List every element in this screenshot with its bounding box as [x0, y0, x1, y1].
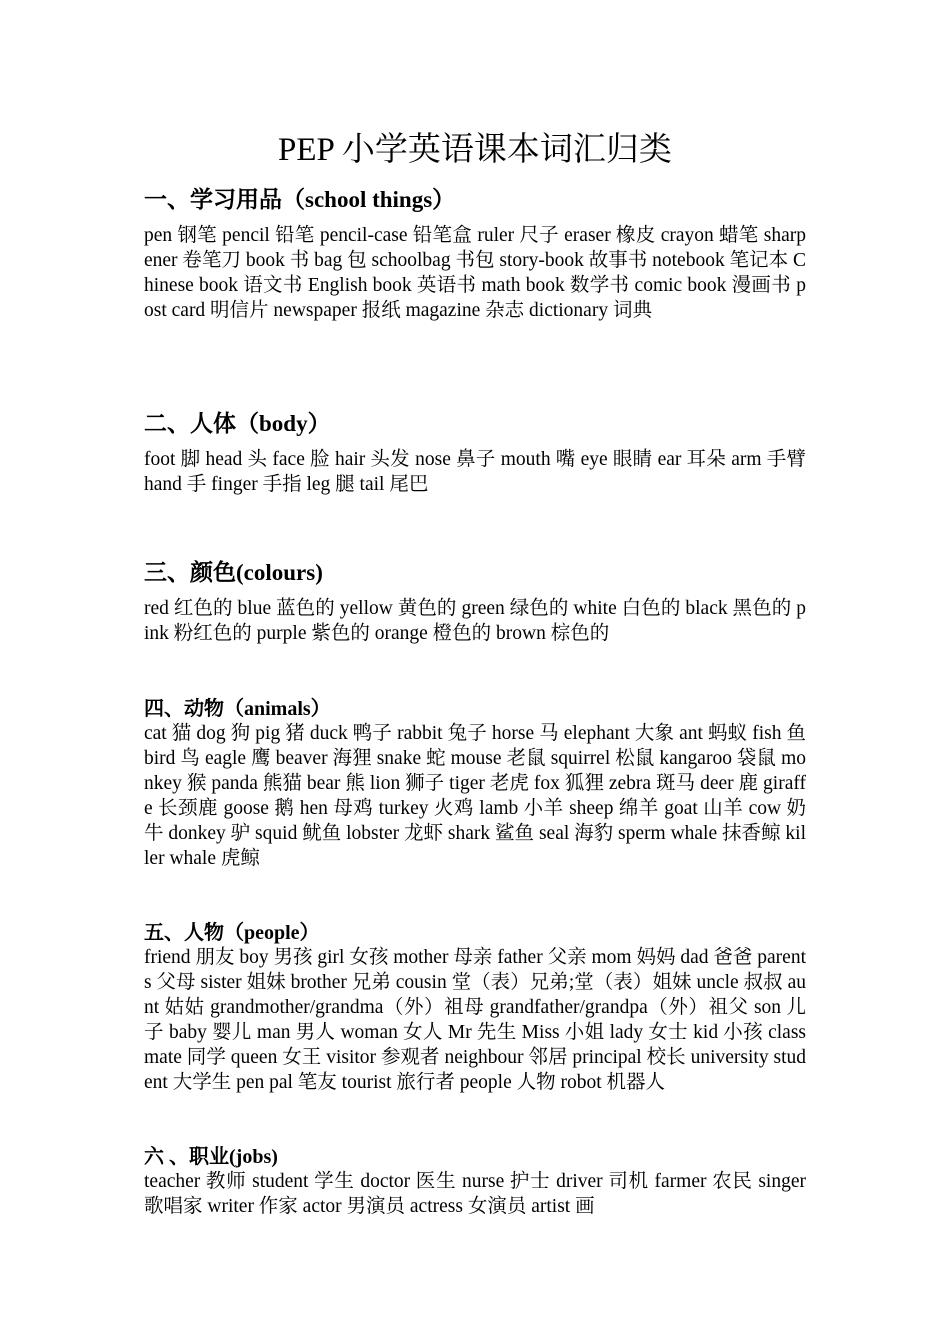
page-title: PEP 小学英语课本词汇归类 — [278, 132, 672, 168]
section-text-jobs: teacher 教师 student 学生 doctor 医生 nurse 护士 driver 司机 farmer 农民 singer 歌唱家 writer 作家 actor 男演员 actress 女演员 artist 画 — [144, 1171, 806, 1217]
section-text-body: foot 脚 head 头 face 脸 hair 头发 nose 鼻子 mouth 嘴 eye 眼睛 ear 耳朵 arm 手臂 hand 手 finger 手指 leg 腿 tail 尾巴 — [144, 449, 806, 495]
section-heading-body: 二、人体（body） — [144, 411, 331, 436]
section-text-colours: red 红色的 blue 蓝色的 yellow 黄色的 green 绿色的 white 白色的 black 黑色的 pink 粉红色的 purple 紫色的 orange 橙色的 brown 棕色的 — [144, 598, 806, 644]
section-heading-jobs: 六 、职业(jobs) — [144, 1146, 278, 1168]
section-text-people: friend 朋友 boy 男孩 girl 女孩 mother 母亲 father 父亲 mom 妈妈 dad 爸爸 parents 父母 sister 姐妹 brother 兄弟 cousin 堂（表）兄弟;堂（表）姐妹 uncle 叔叔 aunt 姑姑 grandmother/grandma（外）祖母 grandfather/grandpa（外）祖父 son 儿子 baby 婴儿 man 男人 woman 女人 Mr 先生 Miss 小姐 lady 女士 kid 小孩 classmate 同学 queen 女王 visitor 参观者 neighbour 邻居 principal 校长 university student 大学生 pen pal 笔友 tourist 旅行者 people 人物 robot 机器人 — [144, 947, 806, 1093]
section-heading-colours: 三、颜色(colours) — [144, 560, 323, 585]
section-heading-school-things: 一、学习用品（school things） — [144, 187, 456, 212]
section-heading-animals: 四、动物（animals） — [144, 698, 331, 720]
section-heading-people: 五、人物（people） — [144, 922, 320, 944]
section-text-school-things: pen 钢笔 pencil 铅笔 pencil-case 铅笔盒 ruler 尺子 eraser 橡皮 crayon 蜡笔 sharpener 卷笔刀 book 书 bag 包 schoolbag 书包 story-book 故事书 notebook 笔记本 Chinese book 语文书 English book 英语书 math book 数学书 comic book 漫画书 post card 明信片 newspaper 报纸 magazine 杂志 dictionary 词典 — [144, 225, 806, 321]
section-text-animals: cat 猫 dog 狗 pig 猪 duck 鸭子 rabbit 兔子 horse 马 elephant 大象 ant 蚂蚁 fish 鱼 bird 鸟 eagle 鹰 beaver 海狸 snake 蛇 mouse 老鼠 squirrel 松鼠 kangaroo 袋鼠 monkey 猴 panda 熊猫 bear 熊 lion 狮子 tiger 老虎 fox 狐狸 zebra 斑马 deer 鹿 giraffe 长颈鹿 goose 鹅 hen 母鸡 turkey 火鸡 lamb 小羊 sheep 绵羊 goat 山羊 cow 奶牛 donkey 驴 squid 鱿鱼 lobster 龙虾 shark 鲨鱼 seal 海豹 sperm whale 抹香鲸 killer whale 虎鲸 — [144, 723, 806, 869]
